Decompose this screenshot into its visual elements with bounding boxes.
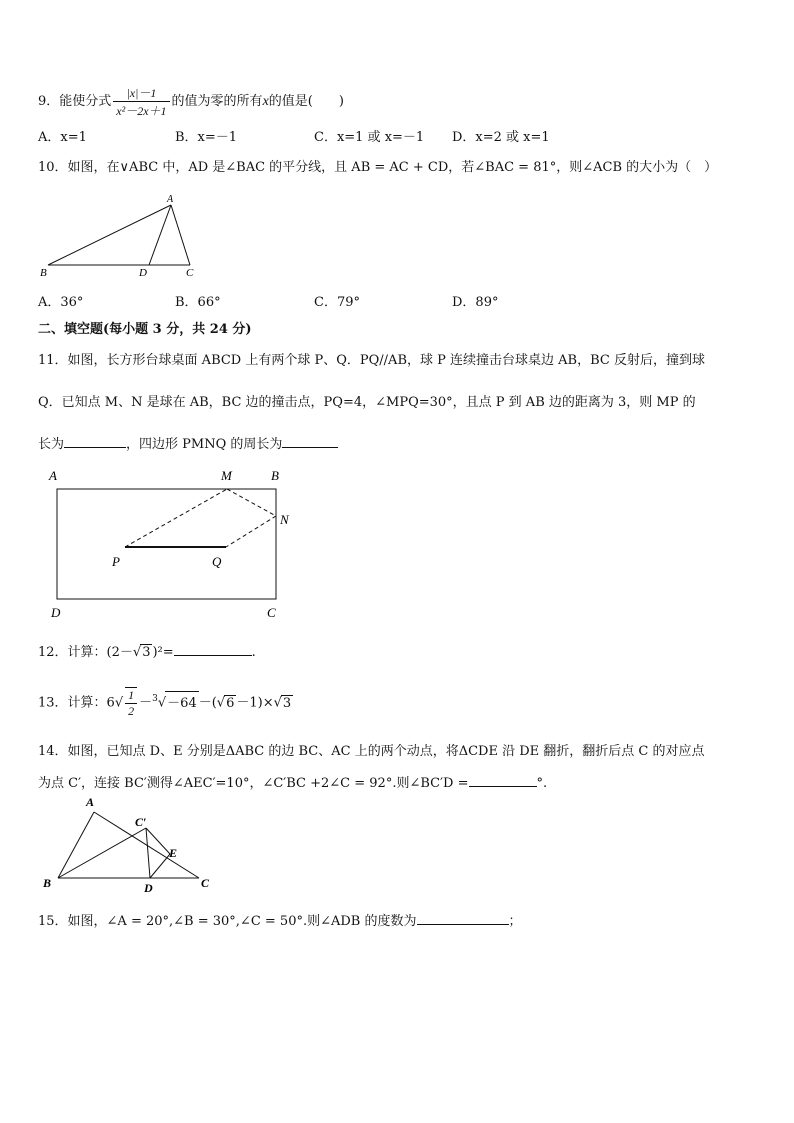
question-9 [38,84,344,119]
q11-rectangle-diagram [46,464,306,624]
q12-radicand: 3 [142,645,151,660]
q9-option-d[interactable]: D．x=2 或 x=1 [452,130,550,145]
q14-label-cprime: C′ [135,815,147,829]
q14-label-a: A [86,795,95,809]
q13-sqrt-half [125,687,137,719]
q9-option-c[interactable]: C．x=1 或 x=－1 [314,130,425,145]
q10-option-c[interactable]: C．79° [314,295,360,310]
q11-line-2: Q．已知点 M、N 是球在 AB，BC 边的撞击点，PQ=4，∠MPQ=30°，且点 P 到 AB 边的距离为 3，则 MP 的 [38,395,696,410]
q11-label-q: Q [212,554,222,569]
section-heading-fill-in: 二、填空题(每小题 3 分，共 24 分) [38,322,252,337]
question-13: 13．计算：6√ $\frac{1}{2}$ －$^3$√－64 －(√6 －1)×√3 [38,688,292,718]
q14-label-e: E [169,846,178,860]
q14-line-1: 14．如图，已知点 D、E 分别是ΔABC 的边 BC、AC 上的两个动点，将ΔCDE 沿 DE 翻折，翻折后点 C 的对应点 [38,744,705,759]
q12-blank[interactable] [174,643,252,656]
q10-label-b: B [40,267,47,279]
question-10: 10．如图，在∨ABC 中，AD 是∠BAC 的平分线，且 AB = AC + CD，若∠BAC = 81°，则∠ACB 的大小为（ ） [38,160,718,175]
q13-mid2: －1)× [236,695,274,711]
q15-end: ； [508,914,522,929]
q11-label-a: A [49,468,57,483]
q10-option-b[interactable]: B．66° [175,295,221,310]
q15-blank[interactable] [417,912,509,925]
question-12: 12．计算：(2－√3 )²= . [38,645,256,660]
q9-suffix-b: 的值是( ) [268,94,344,109]
q13-cube-radicand: －64 [165,691,199,711]
q11-label-b: B [271,468,279,483]
q9-fraction [113,84,169,119]
q13-sqrt6: 6 [226,695,235,711]
q11-label-n: N [280,512,289,527]
q12-prefix: 12．计算：(2－ [38,645,133,660]
q9-numerator: |x|－1 [113,84,169,102]
q11-label-d: D [51,605,61,620]
q9-option-a[interactable]: A．x=1 [38,130,87,145]
q14-line-2 [38,772,547,791]
q14-line2-b: °. [536,776,548,791]
q10-label-c: C [186,267,194,279]
q13-prefix: 13．计算：6 [38,695,115,711]
q10-option-a[interactable]: A．36° [38,295,84,310]
q9-suffix-a: 的值为零的所有 [171,94,263,109]
q11-line-3 [38,433,338,452]
q14-label-d: D [144,881,153,894]
q13-sqrt3: 3 [282,695,292,711]
q9-prefix: 9．能使分式 [38,94,112,109]
q14-blank[interactable] [469,774,537,787]
q15-text: 15．如图，∠A = 20°,∠B = 30°,∠C = 50°.则∠ADB 的度数为 [38,914,417,929]
q9-denominator: x²－2x＋1 [116,104,167,118]
q13-mid: －( [198,695,217,711]
q9-option-b[interactable]: B．x=－1 [175,130,238,145]
q11-line3-b: ，四边形 PMNQ 的周长为 [126,437,283,452]
q11-blank-perimeter[interactable] [282,435,338,448]
q11-line3-a: 长为 [38,437,65,452]
q13-half-num: 1 [125,688,137,704]
q11-blank-mp[interactable] [64,435,126,448]
q10-label-d: D [139,267,147,279]
q14-triangle-diagram [38,794,218,894]
q13-half-den: 2 [128,704,135,718]
q12-end: . [251,645,256,660]
question-15 [38,910,522,929]
q10-triangle-diagram [36,190,206,280]
q12-suffix: )²= [152,645,174,660]
q11-label-p: P [112,554,120,569]
q14-label-b: B [43,876,52,890]
q13-minus: － [139,695,153,711]
q11-line-1: 11．如图，长方形台球桌面 ABCD 上有两个球 P、Q．PQ//AB，球 P 连续撞击台球桌边 AB，BC 反射后，撞到球 [38,353,705,368]
q9-var: x [262,94,269,109]
q13-cube-index: 3 [152,694,158,705]
q14-line2-a: 为点 C′，连接 BC′测得∠AEC′=10°，∠C′BC +2∠C = 92°.则∠BC′D = [38,776,469,791]
q11-label-m: M [221,468,232,483]
q11-label-c: C [267,605,276,620]
q10-option-d[interactable]: D．89° [452,295,499,310]
q10-label-a: A [167,194,174,205]
q14-label-c: C [201,876,210,890]
